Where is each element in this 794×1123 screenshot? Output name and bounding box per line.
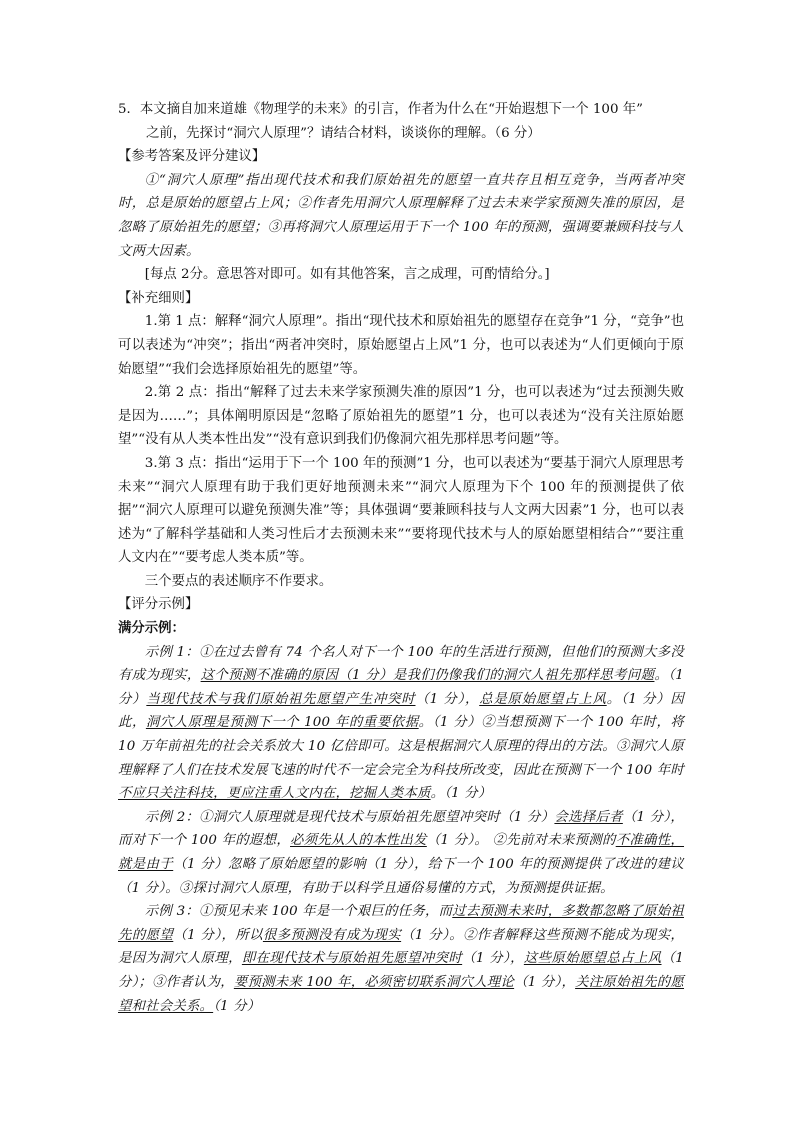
example-1-underline: 洞穴人原理是预测下一个 100 年的重要依据 — [145, 715, 419, 731]
example-3-underline: 过去预测未来时，多数都忽略了原始祖先的愿望 — [118, 904, 684, 943]
supplement-header: 【补充细则】 — [118, 290, 199, 306]
example-1-text: 。（1 分） — [430, 786, 492, 802]
example-2-underline: 会选择后者 — [554, 809, 623, 825]
supplement-point-1: 1.第 1 点：解释“洞穴人原理”。指出“现代技术和原始祖先的愿望存在竞争”1 分，“竞争”也可以表述为“冲突”；指出“两者冲突时，原始愿望占上风”1 分，也可以表述为“人们更倾向于原始愿望”“我们会选择原始祖先的愿望”等。 — [118, 314, 684, 377]
example-1-underline: 这个预测不准确的原因（1 分）是我们仍像我们的洞穴人祖先那样思考问题 — [200, 668, 655, 684]
example-2-underline: 必须先从人的本性出发 — [290, 833, 427, 849]
example-1-text: 。（1 分）②当想预测下一个 100 年时，将 10 万年前祖先的社会关系放大 10 亿倍即可。这是根据洞穴人原理的得出的方法。③洞穴人原理解释了人们在技术发展飞速的时代不一定会完全为科技所改变，因此在预测下一个 100 年时 — [118, 715, 684, 778]
example-2-text: （1 分）。 ②先前对未来预测的 — [426, 833, 616, 849]
full-score-label: 满分示例： — [118, 621, 185, 637]
example-1-text: 示例 1：①在过去曾有 74 个名人对下一个 100 年的生活进行预测，但他们的预测大多没有成为现实， — [118, 644, 684, 684]
example-2 — [118, 806, 684, 900]
question-line-2: 之前，先探讨“洞穴人原理”？请结合材料，谈谈你的理解。（6 分） — [146, 125, 541, 141]
example-3-underline: 即在现代技术与原始祖先愿望冲突时 — [241, 951, 463, 967]
example-1-text: 。（1 分） — [118, 668, 685, 707]
scoring-note: [每点 2分。意思答对即可。如有其他答案，言之成理，可酌情给分。] — [144, 267, 550, 283]
example-2-text: 示例 2：①洞穴人原理就是现代技术与原始祖先愿望冲突时（1 分） — [144, 809, 555, 825]
supplement-point-3: 3.第 3 点：指出“运用于下一个 100 年的预测”1 分，也可以表述为“要基于洞穴人原理思考未来”“洞穴人原理有助于我们更好地预测未来”“洞穴人原理为下个 100 年的预测提供了依据”“洞穴人原理可以避免预测失准”等；具体强调“要兼顾科技与人文两大因素”1 分，也可以表述为“了解科学基础和人类习性后才去预测未来”“要将现代技术与人的原始愿望相结合”“要注重人文内在”“要考虑人类本质”等。 — [118, 455, 684, 566]
example-2-text: （1 分）忽略了原始愿望的影响（1 分），给下一个 100 年的预测提供了改进的建议 — [173, 857, 684, 872]
example-3-text: （1 分）。②作者解释这些预测不能成为现实，是因为洞穴人原理， — [118, 927, 684, 967]
example-3 — [118, 900, 684, 1018]
document-page — [118, 98, 684, 1018]
example-2-text: （1 分）。③探讨洞穴人原理，有助于以科学且通俗易懂的方式，为预测提供证据。 — [118, 880, 614, 896]
example-3-text: （1 分）， — [462, 951, 524, 967]
example-3-underline: 关注原始祖先的愿望和社会关系。 — [118, 974, 685, 1014]
example-1-underline: 总是原始愿望占上风 — [479, 691, 607, 707]
example-2-text: （1 分），而对下一个 100 年的遐想， — [118, 809, 685, 849]
example-1 — [118, 641, 684, 806]
example-3-text: （1 分）；③作者认为， — [118, 951, 685, 990]
supplement-point-2: 2.第 2 点：指出“解释了过去未来学家预测失准的原因”1 分，也可以表述为“过去预测失败是因为……”；具体阐明原因是“忽略了原始祖先的愿望”1 分，也可以表述为“没有关注原始愿望”“没有从人类本性出发”“没有意识到我们仍像洞穴祖先那样思考问题”等。 — [118, 385, 684, 448]
example-1-text: 。（1 分）因此， — [118, 691, 684, 731]
question-line-1: 5．本文摘自加来道雄《物理学的未来》的引言，作者为什么在“开始遐想下一个 100 年” — [118, 102, 643, 117]
example-3-text: （1 分），所以 — [173, 927, 263, 943]
reference-answer: ①“洞穴人原理”指出现代技术和我们原始祖先的愿望一直共存且相互竞争，当两者冲突时，总是原始的愿望占上风；②作者先用洞穴人原理解释了过去未来学家预测失准的原因，是忽略了原始祖先的愿望；③再将洞穴人原理运用于下一个 100 年的预测，强调要兼顾科技与人文两大因素。 — [118, 172, 684, 259]
example-3-underline: 要预测未来 100 年，必须密切联系洞穴人理论 — [233, 974, 515, 990]
example-3-text: （1 分）， — [514, 974, 576, 990]
example-3-text: （1 分） — [213, 998, 261, 1014]
reference-answer-header: 【参考答案及评分建议】 — [118, 149, 266, 165]
example-1-text: （1 分）， — [415, 691, 480, 707]
example-1-underline: 当现代技术与我们原始祖先愿望产生冲突时 — [146, 691, 416, 707]
examples-header: 【评分示例】 — [118, 597, 199, 613]
example-3-underline: 这些原始愿望总占上风 — [523, 951, 662, 967]
example-3-text: 示例 3：①预见未来 100 年是一个艰巨的任务，而 — [144, 904, 453, 920]
order-note: 三个要点的表述顺序不作要求。 — [144, 573, 333, 589]
example-1-underline: 不应只关注科技，更应注重人文内在，挖掘人类本质 — [118, 786, 431, 802]
example-2-underline: 不准确性，就是由于 — [118, 833, 685, 872]
example-3-underline: 很多预测没有成为现实 — [262, 927, 402, 943]
